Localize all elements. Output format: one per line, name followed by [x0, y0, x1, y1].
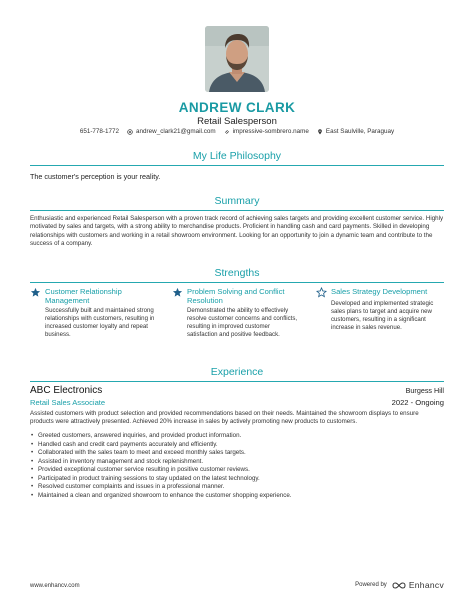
experience-divider: [30, 381, 444, 382]
job-title: Retail Salesperson: [197, 116, 277, 127]
job-dates: 2022 - Ongoing: [391, 398, 444, 407]
job-role: Retail Sales Associate: [30, 398, 106, 407]
contact-website[interactable]: [224, 128, 309, 135]
job-location: Burgess Hill: [405, 386, 444, 395]
job-bullets: [30, 432, 444, 500]
contact-phone: [80, 128, 119, 135]
email-text: andrew_clark21@gmail.com: [136, 128, 216, 135]
contact-location: [317, 128, 394, 135]
phone-text: 651-778-1772: [79, 128, 120, 135]
company-name: ABC Electronics: [30, 385, 103, 396]
star-filled-icon: [172, 287, 183, 298]
strength-title: Customer Relationship Management: [45, 287, 122, 305]
star-outline-icon: [316, 287, 327, 298]
strength-description: Developed and implemented strategic sales plans to target and acquire new customers, resulting in a significant increase in sales revenue.: [331, 300, 434, 331]
list-item: • Resolved customer complaints and issues in a professional manner.: [30, 483, 444, 492]
enhancv-brand-text: Enhancv: [408, 580, 444, 590]
footer-powered-by[interactable]: [355, 580, 444, 590]
strengths-divider: [30, 282, 444, 283]
strength-title: Sales Strategy Development: [331, 287, 428, 296]
strength-item: [316, 287, 446, 332]
location-text: East Saulville, Paraguay: [325, 128, 395, 135]
list-item: • Participated in product training sessions to stay updated on the latest technology.: [30, 475, 444, 484]
location-pin-icon: [317, 129, 323, 135]
experience-heading: Experience: [210, 366, 264, 378]
list-item: • Collaborated with the sales team to meet and exceed monthly sales targets.: [30, 449, 444, 458]
list-item: • Maintained a clean and organized showroom to enhance the customer shopping experience.: [30, 492, 444, 501]
website-text: impressive-sombrero.name: [232, 128, 309, 135]
strength-description: Demonstrated the ability to effectively resolve customer concerns and conflicts, resulting in improved customer satisfaction and positive feedback.: [187, 307, 298, 338]
list-item: • Handled cash and credit card payments accurately and efficiently.: [30, 441, 444, 450]
philosophy-divider: [30, 165, 444, 166]
philosophy-heading: My Life Philosophy: [192, 150, 282, 162]
contact-email[interactable]: [127, 128, 216, 135]
list-item: • Greeted customers, answered inquiries, and provided product information.: [30, 432, 444, 441]
enhancv-logo: [392, 580, 444, 590]
summary-divider: [30, 210, 444, 211]
star-filled-icon: [30, 287, 41, 298]
philosophy-text: The customer's perception is your reality.: [30, 172, 161, 181]
job-description: Assisted customers with product selection and provided recommendations based on their needs. Maintained the showroom displays to ensure products were attractively presented. Achieved 20% increase in sales by actively promoting new products to customers.: [30, 410, 419, 426]
list-item: • Provided exceptional customer service resulting in positive customer reviews.: [30, 466, 444, 475]
enhancv-logo-icon: [392, 581, 406, 590]
strength-description: Successfully built and maintained strong relationships with customers, resulting in increased customer loyalty and repeat business.: [45, 307, 155, 338]
strengths-heading: Strengths: [214, 267, 260, 279]
link-icon: [224, 129, 230, 135]
summary-heading: Summary: [214, 195, 260, 207]
strength-item: [172, 287, 302, 339]
powered-by-label: Powered by: [355, 582, 387, 588]
summary-text: Enthusiastic and experienced Retail Salesperson with a proven track record of achieving sales targets and providing excellent customer service. Highly motivated by sales and targets, with a strong ability to merchandise products. Proficient in handling cash and card payments. Skilled in developing relationships with customers and working in a retail showroom environment. Looking for an opportunity to join a dynamic team and contribute to the success of a company.: [30, 215, 444, 247]
at-icon: [127, 129, 133, 135]
list-item: • Assisted in inventory management and stock replenishment.: [30, 458, 444, 467]
strength-item: [30, 287, 160, 339]
contact-info: [0, 128, 474, 135]
candidate-name: ANDREW CLARK: [178, 100, 296, 115]
footer-url[interactable]: www.enhancv.com: [30, 583, 80, 589]
profile-photo: [205, 26, 269, 92]
strength-title: Problem Solving and Conflict Resolution: [187, 287, 285, 305]
